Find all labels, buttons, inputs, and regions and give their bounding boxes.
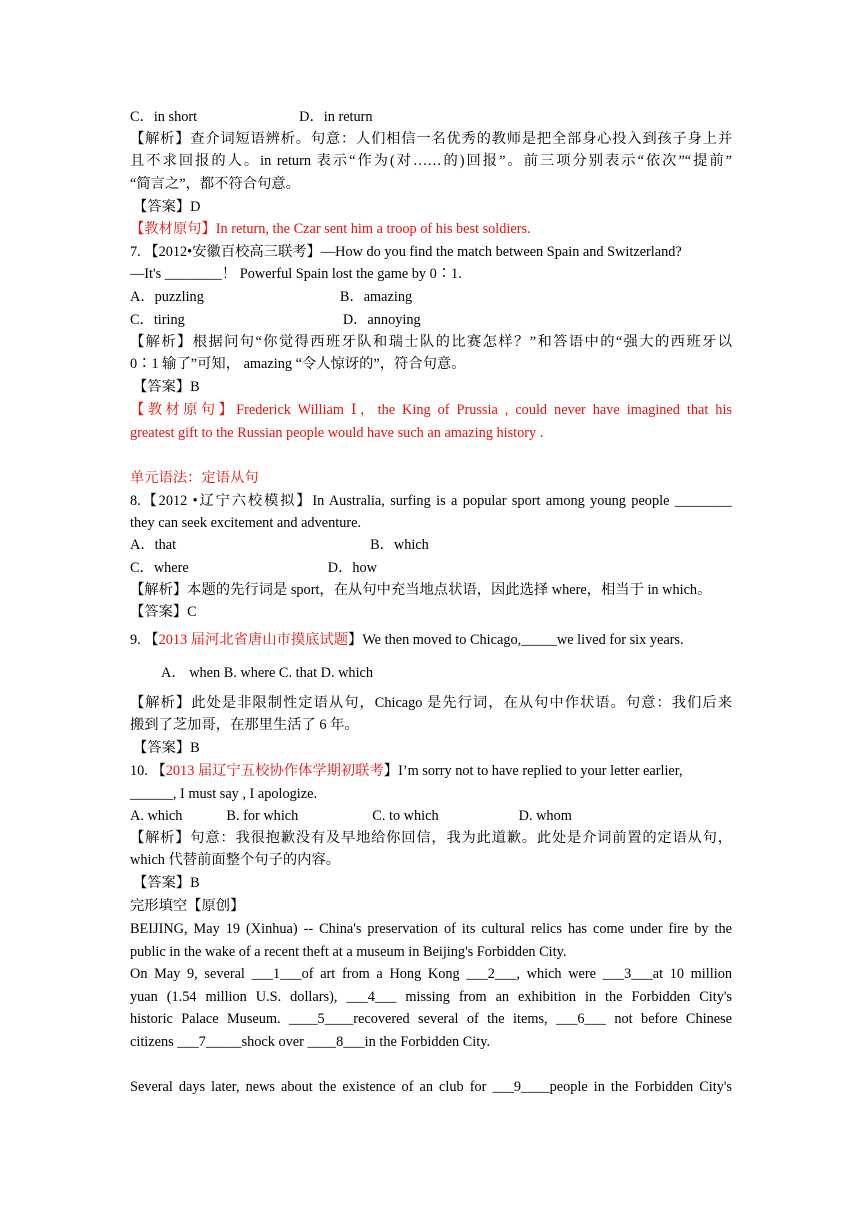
passage-text: public in the wake of a recent theft at a museum in Beijing's Forbidden City. bbox=[130, 944, 567, 960]
option-d: D．annoying bbox=[342, 312, 421, 328]
option-line bbox=[130, 558, 732, 578]
analysis-text: 搬到了芝加哥，在那里生活了 6 年。 bbox=[130, 717, 359, 733]
option-line bbox=[130, 310, 732, 330]
analysis-text: 【解析】本题的先行词是 sport，在从句中充当地点状语，因此选择 where，相当于 in which。 bbox=[130, 582, 712, 598]
option-b: B. for which bbox=[226, 808, 299, 824]
option-a: A．puzzling bbox=[130, 289, 204, 305]
question-9-options: A． when B. where C. that D. which bbox=[161, 665, 374, 681]
option-line bbox=[130, 535, 732, 555]
option-b: B．which bbox=[370, 537, 429, 553]
analysis-text: 0∶1 输了”可知， amazing “令人惊讶的”，符合句意。 bbox=[130, 356, 466, 372]
textbook-sentence: greatest gift to the Russian people would have such an amazing history . bbox=[130, 425, 544, 441]
option-a: A. which bbox=[130, 808, 183, 824]
option-c: C. to which bbox=[372, 808, 439, 824]
analysis-text: “简言之”，都不符合句意。 bbox=[130, 176, 300, 192]
passage-text: yuan (1.54 million U.S. dollars), ___4___ missing from an exhibition in the Forbidden City's bbox=[130, 989, 732, 1005]
analysis-text: 【解析】根据问句“你觉得西班牙队和瑞士队的比赛怎样？”和答语中的“强大的西班牙以 bbox=[130, 334, 732, 350]
option-line bbox=[130, 107, 732, 127]
section-heading: 完形填空【原创】 bbox=[130, 898, 245, 914]
passage-text: Several days later, news about the existence of an club for ___9____people in the Forbidden City's bbox=[130, 1079, 732, 1095]
question-10: 10. 【2013 届辽宁五校协作体学期初联考】I’m sorry not to have replied to your letter earlier, bbox=[130, 763, 683, 779]
option-c: C．where bbox=[130, 560, 189, 576]
analysis-text: 【解析】查介词短语辨析。句意：人们相信一名优秀的教师是把全部身心投入到孩子身上并 bbox=[130, 131, 732, 147]
answer-line: 【答案】B bbox=[133, 875, 200, 891]
answer-line: 【答案】B bbox=[133, 379, 200, 395]
passage-text: citizens ___7_____shock over ____8___in the Forbidden City. bbox=[130, 1034, 491, 1050]
textbook-sentence bbox=[130, 219, 732, 239]
section-heading: 单元语法：定语从句 bbox=[130, 470, 259, 486]
analysis-text: which 代替前面整个句子的内容。 bbox=[130, 852, 341, 868]
analysis-text: 且不求回报的人。in return 表示“作为(对……的)回报”。前三项分别表示“依次”“提前” bbox=[130, 153, 732, 169]
passage-text: historic Palace Museum. ____5____recovered several of the items, ___6___ not before Chinese bbox=[130, 1011, 732, 1027]
passage-text: BEIJING, May 19 (Xinhua) -- China's preservation of its cultural relics has come under fire by the bbox=[130, 921, 732, 937]
answer-line: 【答案】B bbox=[133, 740, 200, 756]
answer-line: 【答案】C bbox=[130, 604, 197, 620]
question-7-dialog: —It's ________！ Powerful Spain lost the game by 0∶1. bbox=[130, 266, 462, 282]
question-8: they can seek excitement and adventure. bbox=[130, 515, 362, 531]
option-d: D．in return bbox=[299, 109, 373, 125]
analysis-text: 【解析】句意：我很抱歉没有及早地给你回信，我为此道歉。此处是介词前置的定语从句， bbox=[130, 830, 732, 846]
question-source: 2013 届辽宁五校协作体学期初联考 bbox=[165, 763, 384, 779]
option-c: C．tiring bbox=[130, 312, 185, 328]
option-a: A．that bbox=[130, 537, 177, 553]
question-9: 9. 【2013 届河北省唐山市摸底试题】We then moved to Chicago,_____we lived for six years. bbox=[130, 632, 684, 648]
question-8: 8.【2012 •辽宁六校模拟】In Australia, surfing is a popular sport among young people ________ bbox=[130, 493, 732, 509]
option-c: C．in short bbox=[130, 109, 198, 125]
textbook-sentence: 【教材原句】Frederick William Ⅰ，the King of Prussia , could never have imagined that his bbox=[130, 402, 732, 418]
analysis-text: 【解析】此处是非限制性定语从句，Chicago 是先行词，在从句中作状语。句意：我们后来 bbox=[130, 695, 732, 711]
option-line bbox=[130, 806, 732, 826]
option-line bbox=[130, 287, 732, 307]
option-d: D. whom bbox=[518, 808, 572, 824]
question-7: 7. 【2012•安徽百校高三联考】—How do you find the match between Spain and Switzerland? bbox=[130, 244, 682, 260]
option-b: B．amazing bbox=[339, 289, 413, 305]
textbook-label: 【教材原句】 bbox=[130, 221, 216, 237]
option-d: D．how bbox=[327, 560, 378, 576]
answer-line: 【答案】D bbox=[133, 199, 201, 215]
question-source: 2013 届河北省唐山市摸底试题 bbox=[158, 632, 349, 648]
textbook-quote: In return, the Czar sent him a troop of his best soldiers. bbox=[215, 221, 531, 237]
question-10: ______, I must say , I apologize. bbox=[130, 786, 318, 802]
passage-text: On May 9, several ___1___of art from a Hong Kong ___2___, which were ___3___at 10 million bbox=[130, 966, 732, 982]
